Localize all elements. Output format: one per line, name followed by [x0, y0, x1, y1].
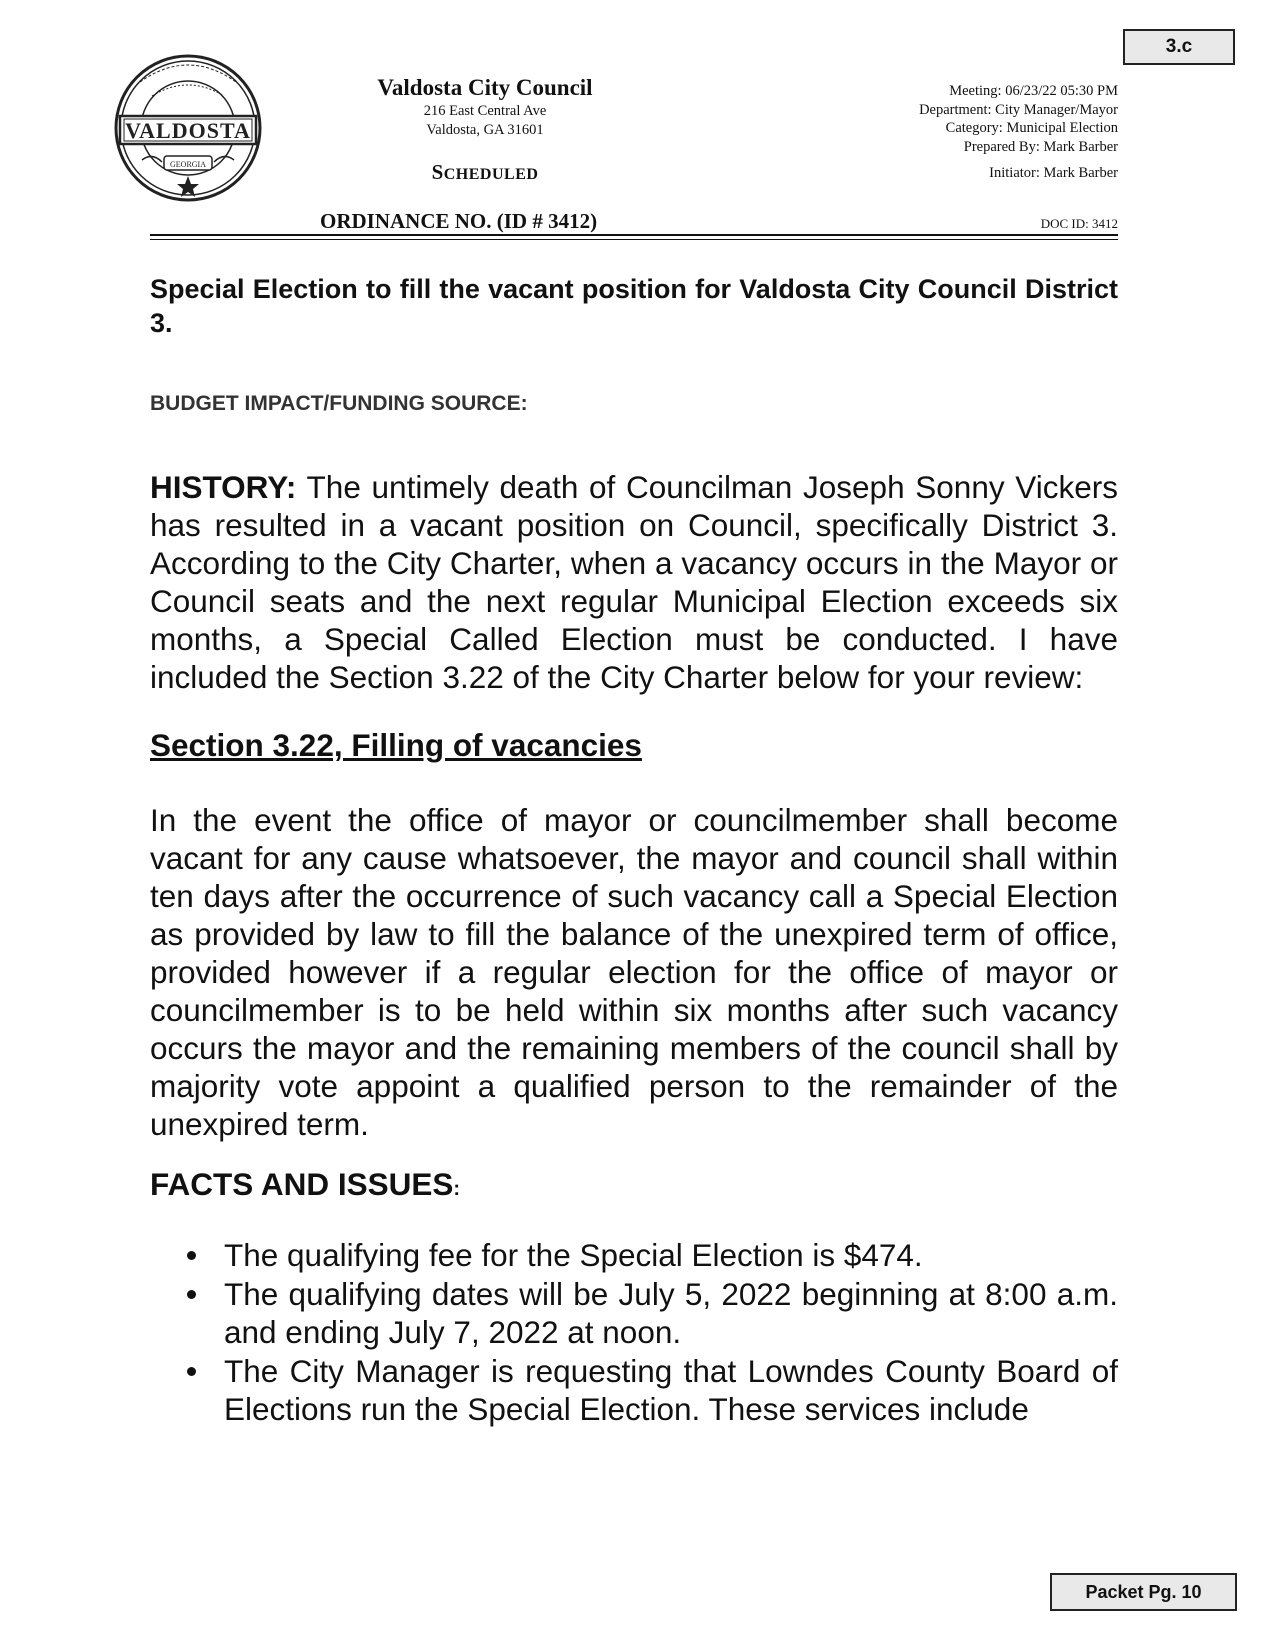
prepared-by: Prepared By: Mark Barber	[963, 138, 1118, 155]
bullet-icon	[187, 1367, 196, 1376]
ordinance-number: ORDINANCE NO. (ID # 3412)	[320, 209, 598, 233]
packet-page-tab: Packet Pg. 10	[1050, 1573, 1237, 1611]
facts-heading	[150, 1165, 1118, 1208]
category: Category: Municipal Election	[945, 120, 1118, 136]
council-name: Valdosta City Council	[377, 75, 593, 100]
status-rest: CHEDULED	[443, 166, 539, 183]
fact-text: The qualifying dates will be July 5, 2022 beginning at 8:00 a.m. and ending July 7, 2022 at noon.	[224, 1275, 1118, 1350]
fact-text: The City Manager is requesting that Lowndes County Board of Elections run the Special Election. These services include	[224, 1352, 1118, 1427]
fact-text: The qualifying fee for the Special Election is $474.	[224, 1237, 923, 1273]
svg-text:GEORGIA: GEORGIA	[170, 160, 206, 169]
list-item	[150, 1352, 1118, 1429]
section-text: In the event the office of mayor or councilmember shall become vacant for any cause whatsoever, the mayor and council shall within ten days after the occurrence of such vacancy call a Special Election as provided by law to fill the balance of the unexpired term of office, provided however if a regular election for the office of mayor or councilmember is to be held within six months after such vacancy occurs the mayor and the remaining members of the council shall by majority vote appoint a qualified person to the remainder of the unexpired term.	[150, 802, 1118, 1142]
meeting-datetime: Meeting: 06/23/22 05:30 PM	[949, 83, 1118, 99]
header-rule	[150, 234, 1118, 236]
budget-label: BUDGET IMPACT/FUNDING SOURCE:	[150, 392, 528, 415]
status-label	[330, 160, 640, 185]
agenda-item-tab: 3.c	[1123, 29, 1235, 65]
city-seal-logo	[112, 52, 264, 204]
facts-heading-text: FACTS AND ISSUES	[150, 1166, 454, 1202]
council-info	[330, 74, 640, 185]
header-rule-thin	[150, 239, 1118, 240]
list-item	[150, 1236, 1118, 1275]
history-label: HISTORY:	[150, 469, 297, 505]
bullet-icon	[187, 1251, 196, 1260]
history-text: The untimely death of Councilman Joseph Sonny Vickers has resulted in a vacant position on Council, specifically District 3. According to the City Charter, when a vacancy occurs in the Mayor or Council seats and the next regular Municipal Election exceeds six months, a Special Called Election must be conducted. I have included the Section 3.22 of the City Charter below for your review:	[150, 469, 1118, 695]
bullet-icon	[187, 1290, 196, 1299]
initiator: Initiator: Mark Barber	[989, 165, 1118, 181]
svg-text:VALDOSTA: VALDOSTA	[125, 118, 251, 143]
address-line-1: 216 East Central Ave	[423, 103, 547, 119]
facts-heading-colon: :	[453, 1178, 461, 1200]
document-body	[150, 272, 1118, 1429]
department: Department: City Manager/Mayor	[919, 101, 1118, 118]
history-paragraph	[150, 468, 1118, 696]
section-heading: Section 3.22, Filling of vacancies	[150, 727, 642, 763]
address-line-2: Valdosta, GA 31601	[426, 122, 544, 138]
list-item	[150, 1275, 1118, 1352]
status-initial: S	[431, 160, 444, 184]
document-title: Special Election to fill the vacant position for Valdosta City Council District 3.	[150, 274, 1118, 338]
facts-list	[150, 1236, 1118, 1429]
doc-id: DOC ID: 3412	[1040, 216, 1118, 231]
meeting-meta	[919, 82, 1118, 183]
